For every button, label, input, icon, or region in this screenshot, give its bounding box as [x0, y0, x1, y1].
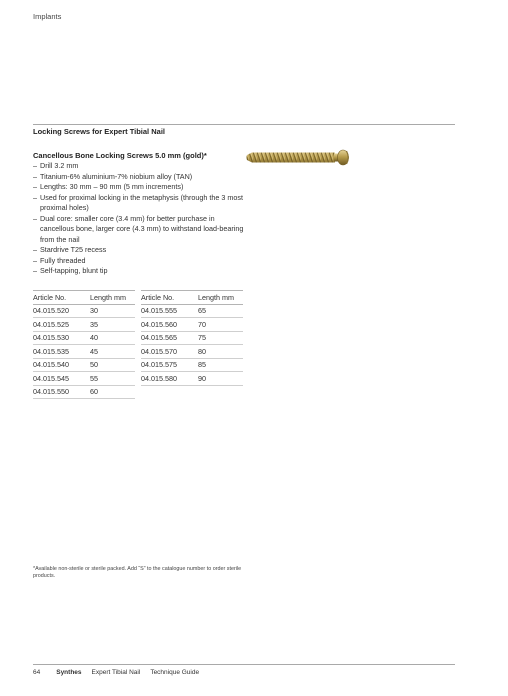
guide-name: Technique Guide	[150, 669, 200, 676]
article-number: 04.015.555	[141, 304, 198, 318]
screw-image	[245, 148, 355, 173]
table-row	[141, 345, 243, 359]
length-value: 75	[198, 331, 243, 345]
article-number: 04.015.560	[141, 318, 198, 332]
section-divider	[33, 124, 455, 125]
table-row	[141, 372, 243, 386]
product-name: Expert Tibial Nail	[91, 669, 141, 676]
article-number: 04.015.535	[33, 345, 90, 359]
feature-item: – Used for proximal locking in the metaphysis (through the 3 most proximal holes)	[33, 193, 248, 214]
table-header-row	[141, 291, 243, 305]
feature-item: – Dual core: smaller core (3.4 mm) for better purchase in cancellous bone, larger core (4.3 mm) to withstand load-bearing from the nail	[33, 214, 248, 246]
section-label: Implants	[33, 12, 62, 21]
table-row	[141, 358, 243, 372]
article-number: 04.015.540	[33, 358, 90, 372]
column-header-length: Length mm	[198, 291, 243, 305]
article-number: 04.015.550	[33, 385, 90, 399]
footnote: *Available non-sterile or sterile packed. Add “S” to the catalogue number to order sterile products.	[33, 566, 242, 579]
article-number: 04.015.580	[141, 372, 198, 386]
feature-item: – Lengths: 30 mm – 90 mm (5 mm increments)	[33, 182, 248, 193]
product-title: Cancellous Bone Locking Screws 5.0 mm (gold)*	[33, 151, 207, 160]
feature-item: – Titanium-6% aluminium-7% niobium alloy (TAN)	[33, 172, 248, 183]
article-number: 04.015.570	[141, 345, 198, 359]
page-number: 64	[33, 669, 41, 676]
feature-item: – Fully threaded	[33, 256, 248, 267]
article-number: 04.015.565	[141, 331, 198, 345]
length-value: 30	[90, 304, 135, 318]
brand-name: Synthes	[56, 669, 82, 676]
article-number: 04.015.525	[33, 318, 90, 332]
table-row	[33, 331, 135, 345]
length-value: 60	[90, 385, 135, 399]
length-value: 90	[198, 372, 243, 386]
length-value: 40	[90, 331, 135, 345]
feature-item: – Stardrive T25 recess	[33, 245, 248, 256]
column-header-length: Length mm	[90, 291, 135, 305]
table-row	[33, 385, 135, 399]
feature-list	[33, 161, 248, 277]
length-value: 80	[198, 345, 243, 359]
table-row	[33, 372, 135, 386]
page-footer	[33, 669, 199, 676]
length-value: 70	[198, 318, 243, 332]
table-row	[141, 331, 243, 345]
article-table-left	[33, 290, 135, 399]
length-value: 45	[90, 345, 135, 359]
article-number: 04.015.575	[141, 358, 198, 372]
table-row	[33, 358, 135, 372]
length-value: 65	[198, 304, 243, 318]
length-value: 55	[90, 372, 135, 386]
length-value: 85	[198, 358, 243, 372]
table-row	[33, 345, 135, 359]
table-row	[33, 318, 135, 332]
section-title: Locking Screws for Expert Tibial Nail	[33, 127, 165, 136]
column-header-article: Article No.	[33, 291, 90, 305]
table-header-row	[33, 291, 135, 305]
column-header-article: Article No.	[141, 291, 198, 305]
article-number: 04.015.545	[33, 372, 90, 386]
article-number: 04.015.520	[33, 304, 90, 318]
table-row	[141, 318, 243, 332]
footer-divider	[33, 664, 455, 665]
table-row	[33, 304, 135, 318]
length-value: 50	[90, 358, 135, 372]
article-table-right	[141, 290, 243, 386]
feature-item: – Self-tapping, blunt tip	[33, 266, 248, 277]
article-number: 04.015.530	[33, 331, 90, 345]
feature-item: – Drill 3.2 mm	[33, 161, 248, 172]
length-value: 35	[90, 318, 135, 332]
table-row	[141, 304, 243, 318]
